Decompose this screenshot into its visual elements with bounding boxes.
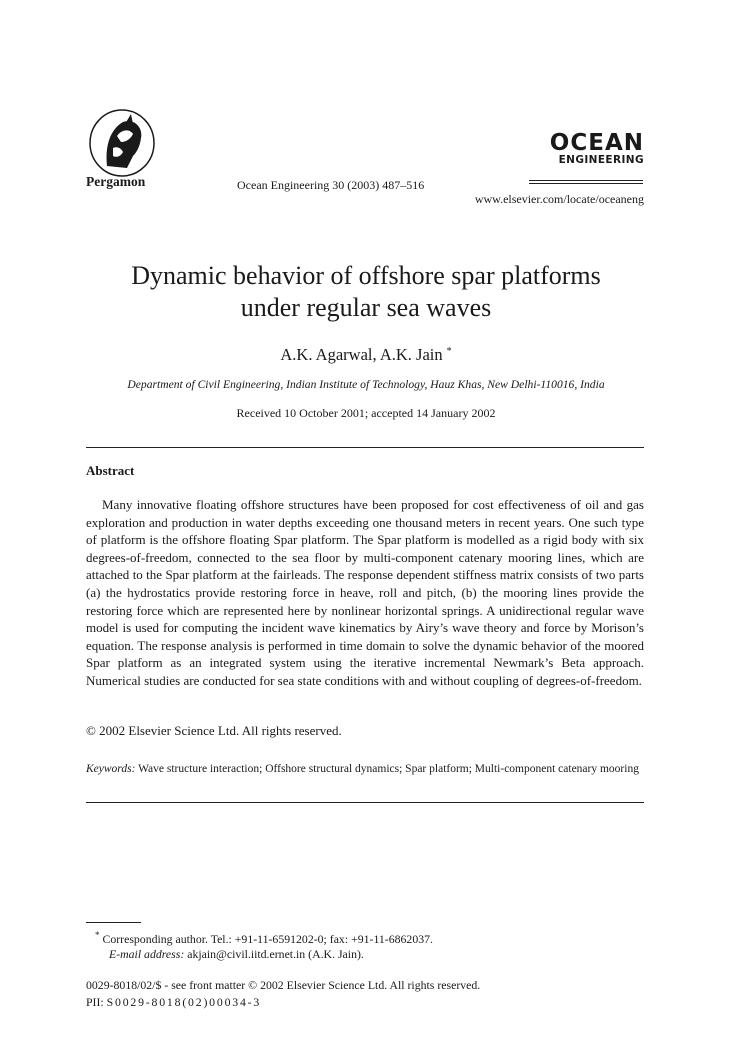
article-title [86,260,646,324]
authors [86,345,646,365]
pii-value: S0029-8018(02)00034-3 [106,995,262,1009]
logo-rule [529,180,643,181]
footnote-email [109,947,364,962]
abstract-copyright: © 2002 Elsevier Science Ltd. All rights reserved. [86,723,342,738]
journal-logo-line1: OCEAN [549,130,644,156]
email-address[interactable]: akjain@civil.iitd.ernet.in (A.K. Jain). [187,947,364,961]
publisher-name: Pergamon [86,174,146,189]
footnote-corresponding [95,930,433,947]
received-dates: Received 10 October 2001; accepted 14 January 2002 [236,406,496,420]
abstract-heading: Abstract [86,463,135,478]
author-names: A.K. Agarwal, A.K. Jain [280,345,443,364]
footnote-rule [86,922,141,923]
pergamon-logo-icon [87,108,157,178]
abstract-text: Many innovative floating offshore structures have been proposed for cost effectiveness of oil and gas exploration and production in water depths exceeding one thousand meters in recent years. One such type of platform is the offshore floating Spar platform. The Spar platform is modelled as a rigid body with six degrees-of-freedom, connected to the sea floor by multi-component catenary mooring lines, which are attached to the Spar platform at the fairleads. The response dependent stiffness matrix consists of two parts (a) the hydrostatics provide restoring force in heave, roll and pitch, (b) the mooring lines provide the restoring force which are represented here by nonlinear horizontal springs. A unidirectional regular wave model is used for computing the incident wave kinematics by Airy’s wave theory and force by Morison’s equation. The response analysis is performed in time domain to solve the dynamic behavior of the moored Spar platform as an integrated system using the iterative incremental Newmark’s Beta approach. Numerical studies are conducted for sea state conditions with and without coupling of degrees-of-freedom. [86,497,644,688]
title-line-1: Dynamic behavior of offshore spar platforms [131,261,601,290]
divider-top [86,447,644,448]
divider-bottom [86,802,644,803]
keywords-label: Keywords: [86,763,136,775]
corresponding-author-mark[interactable]: * [446,345,452,357]
issn-line: 0029-8018/02/$ - see front matter © 2002 Elsevier Science Ltd. All rights reserved. [86,978,481,992]
affiliation: Department of Civil Engineering, Indian Institute of Technology, Hauz Khas, New Delhi-110016, India [127,378,605,391]
email-label: E-mail address: [109,947,185,961]
journal-citation: Ocean Engineering 30 (2003) 487–516 [237,178,425,192]
journal-logo-line2: ENGINEERING [558,154,644,166]
keywords [86,762,644,778]
footnote-mark: * [95,930,100,940]
pii-line [86,995,261,1010]
logo-rule [529,183,643,184]
journal-logo [526,132,644,167]
title-line-2: under regular sea waves [240,293,492,322]
keywords-text: Wave structure interaction; Offshore structural dynamics; Spar platform; Multi-component catenary mooring [138,763,639,775]
abstract-body [86,496,644,690]
pii-label: PII: [86,995,104,1009]
journal-url[interactable]: www.elsevier.com/locate/oceaneng [474,192,644,206]
footnote-contact: Corresponding author. Tel.: +91-11-6591202-0; fax: +91-11-6862037. [102,931,433,946]
